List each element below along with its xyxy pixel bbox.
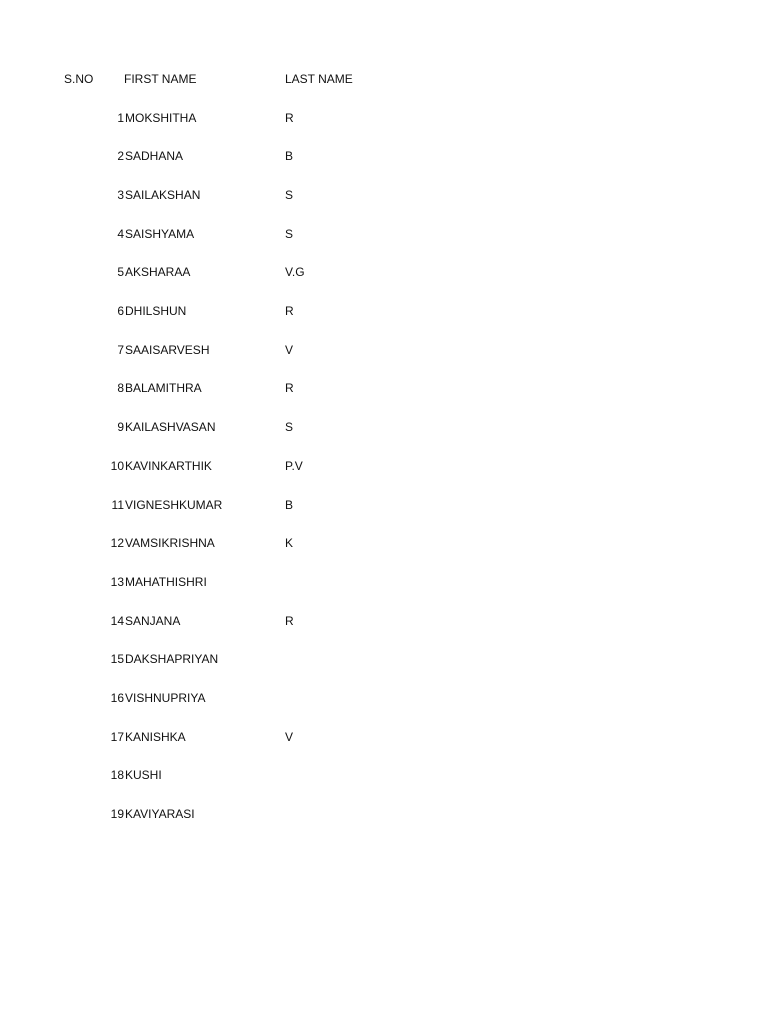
table-row <box>0 728 768 746</box>
table-row <box>0 418 768 436</box>
cell-last-name: V <box>285 342 294 357</box>
cell-last-name: R <box>285 110 294 125</box>
cell-sno: 13 <box>110 574 124 589</box>
cell-sno: 16 <box>110 691 124 705</box>
cell-last-name: R <box>285 381 294 396</box>
table-header-row <box>0 70 768 88</box>
cell-last-name: B <box>285 149 294 164</box>
cell-first-name: AKSHARAA <box>125 265 191 280</box>
cell-sno: 9 <box>117 420 124 435</box>
table-row <box>0 302 768 320</box>
cell-last-name: V <box>285 729 294 744</box>
cell-first-name: MAHATHISHRI <box>125 574 207 589</box>
cell-sno: 8 <box>117 381 124 396</box>
cell-last-name: S <box>285 226 294 241</box>
table-row <box>0 263 768 281</box>
cell-last-name: S <box>285 420 294 435</box>
table-row <box>0 225 768 243</box>
table-row <box>0 186 768 204</box>
table-row <box>0 379 768 397</box>
cell-sno: 14 <box>110 613 124 628</box>
table-row <box>0 109 768 127</box>
cell-first-name: MOKSHITHA <box>125 110 197 125</box>
cell-first-name: KAILASHVASAN <box>125 420 216 435</box>
table-row <box>0 573 768 591</box>
cell-last-name: B <box>285 497 294 512</box>
cell-first-name: VISHNUPRIYA <box>125 691 206 705</box>
cell-last-name: R <box>285 304 294 318</box>
cell-sno: 6 <box>117 304 124 318</box>
table-row <box>0 612 768 630</box>
cell-sno: 1 <box>117 110 124 125</box>
table-row <box>0 766 768 784</box>
table-row <box>0 341 768 359</box>
table-row <box>0 496 768 514</box>
cell-first-name: KANISHKA <box>125 729 186 744</box>
cell-first-name: SAAISARVESH <box>125 342 210 357</box>
cell-sno: 3 <box>117 187 124 202</box>
cell-last-name: K <box>285 536 294 551</box>
cell-sno: 5 <box>117 265 124 280</box>
cell-last-name: P.V <box>285 458 303 473</box>
cell-sno: 12 <box>110 536 124 551</box>
cell-sno: 2 <box>117 149 124 164</box>
cell-first-name: SADHANA <box>125 149 184 164</box>
cell-first-name: DAKSHAPRIYAN <box>125 652 219 667</box>
cell-first-name: KAVIYARASI <box>125 807 195 822</box>
header-last-name: LAST NAME <box>285 72 353 86</box>
cell-last-name: S <box>285 187 294 202</box>
cell-first-name: SAISHYAMA <box>125 226 195 241</box>
table-row <box>0 805 768 823</box>
cell-first-name: DHILSHUN <box>125 304 187 318</box>
cell-first-name: SAILAKSHAN <box>125 187 201 202</box>
header-first-name: FIRST NAME <box>124 72 197 86</box>
cell-sno: 4 <box>117 226 124 241</box>
cell-sno: 10 <box>110 458 124 473</box>
table-row <box>0 457 768 475</box>
cell-last-name: V.G <box>285 265 305 280</box>
cell-sno: 19 <box>110 807 124 822</box>
cell-first-name: BALAMITHRA <box>125 381 202 396</box>
cell-sno: 18 <box>110 768 124 783</box>
table-row <box>0 689 768 707</box>
cell-first-name: KAVINKARTHIK <box>125 458 212 473</box>
cell-first-name: VIGNESHKUMAR <box>125 497 223 512</box>
cell-sno: 15 <box>110 652 124 667</box>
cell-first-name: VAMSIKRISHNA <box>125 536 215 551</box>
header-sno: S.NO <box>64 72 94 86</box>
table-row <box>0 650 768 668</box>
cell-first-name: KUSHI <box>125 768 162 783</box>
cell-last-name: R <box>285 613 294 628</box>
cell-sno: 11 <box>111 497 124 512</box>
table-row <box>0 147 768 165</box>
cell-first-name: SANJANA <box>125 613 181 628</box>
cell-sno: 7 <box>117 342 124 357</box>
table-row <box>0 534 768 552</box>
cell-sno: 17 <box>110 729 124 744</box>
